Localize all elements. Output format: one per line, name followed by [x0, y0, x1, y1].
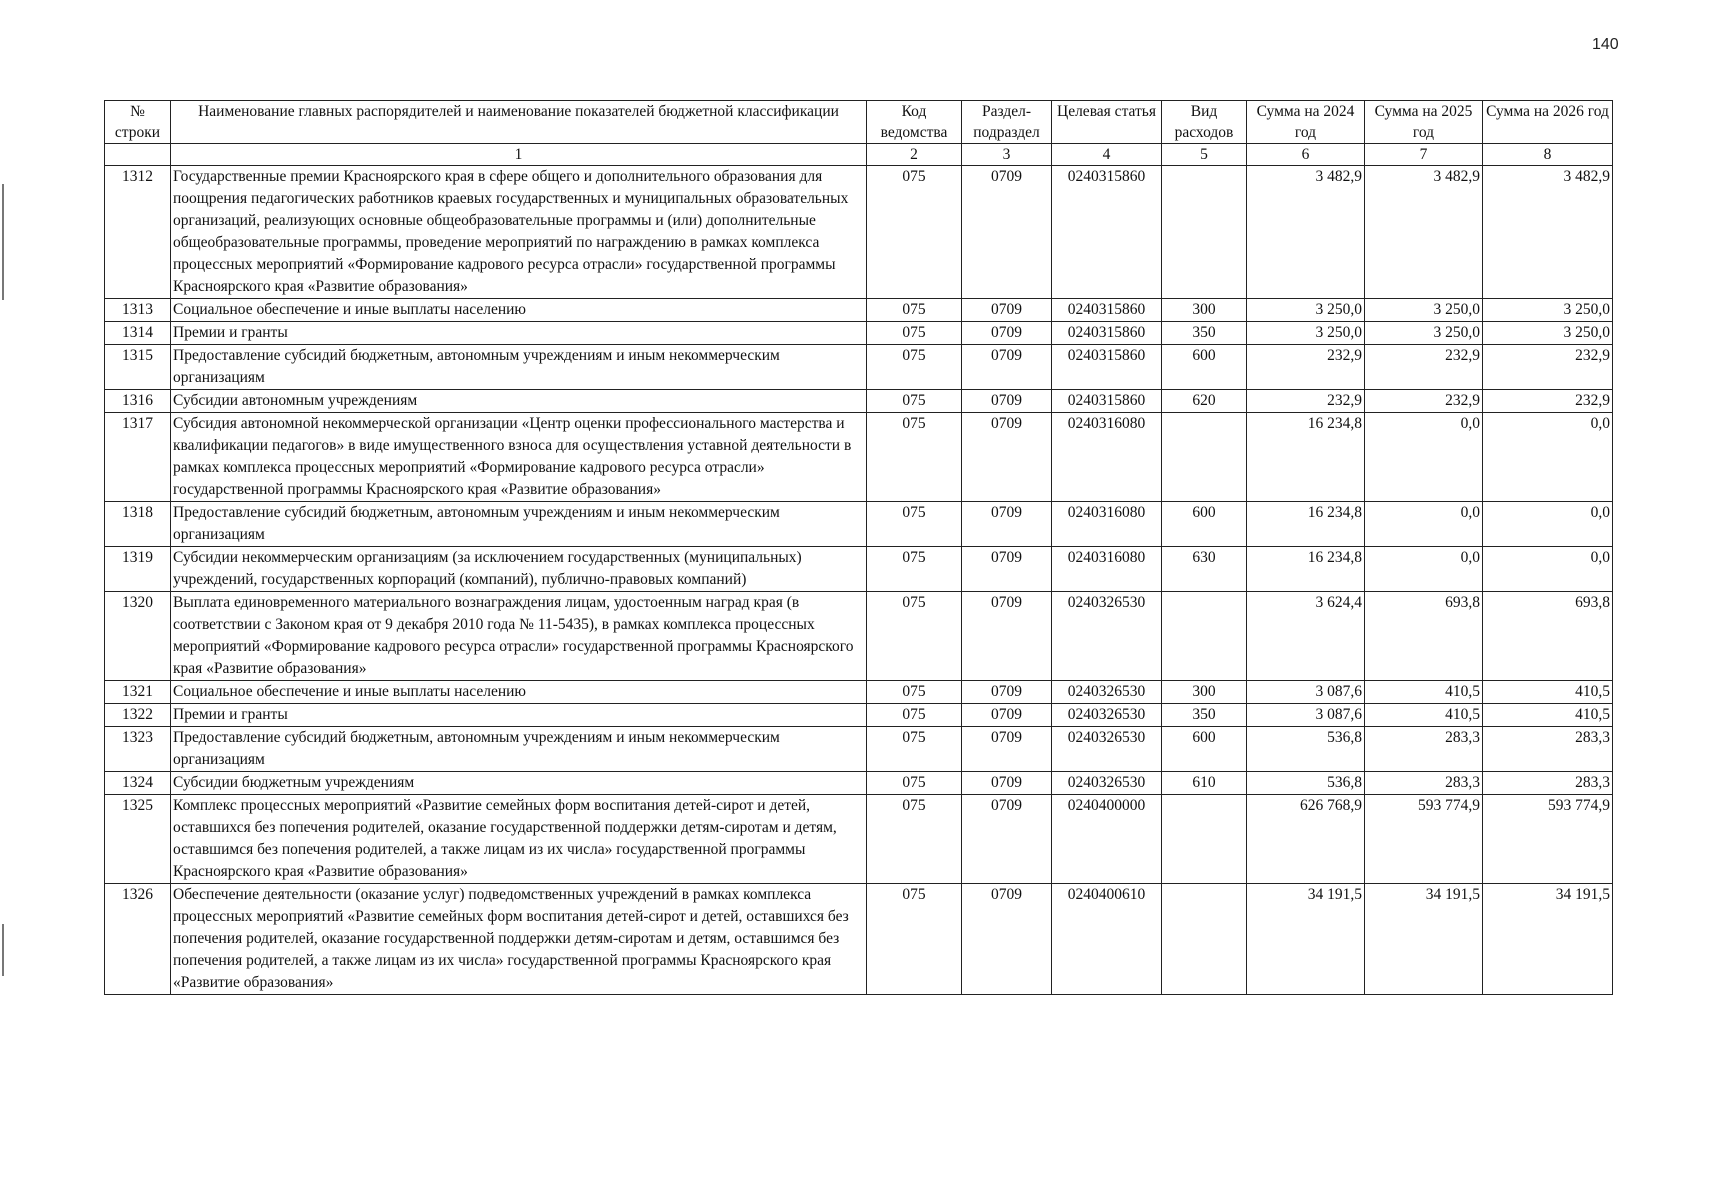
- dept-code: 075: [867, 795, 962, 884]
- sum-2024: 3 087,6: [1247, 704, 1365, 727]
- expense-type: 610: [1162, 772, 1247, 795]
- dept-code: 075: [867, 345, 962, 390]
- section-code: 0709: [962, 681, 1052, 704]
- row-number: 1326: [105, 884, 171, 995]
- section-code: 0709: [962, 390, 1052, 413]
- expense-type: 600: [1162, 345, 1247, 390]
- target-code: 0240315860: [1052, 166, 1162, 299]
- sum-2024: 626 768,9: [1247, 795, 1365, 884]
- table-row: [105, 166, 1613, 299]
- expense-type: 300: [1162, 681, 1247, 704]
- target-code: 0240326530: [1052, 772, 1162, 795]
- target-code: 0240315860: [1052, 345, 1162, 390]
- section-code: 0709: [962, 299, 1052, 322]
- table-row: [105, 592, 1613, 681]
- header-sum-2025: Сумма на 2025 год: [1365, 101, 1483, 144]
- column-number: 6: [1247, 144, 1365, 166]
- table-row: [105, 390, 1613, 413]
- target-code: 0240400610: [1052, 884, 1162, 995]
- dept-code: 075: [867, 772, 962, 795]
- sum-2026: 3 250,0: [1483, 299, 1613, 322]
- sum-2024: 3 482,9: [1247, 166, 1365, 299]
- sum-2025: 283,3: [1365, 727, 1483, 772]
- row-name: Предоставление субсидий бюджетным, автономным учреждениям и иным некоммерческим организациям: [171, 345, 867, 390]
- expense-type: [1162, 884, 1247, 995]
- table-row: [105, 547, 1613, 592]
- column-number: 2: [867, 144, 962, 166]
- dept-code: 075: [867, 413, 962, 502]
- sum-2025: 0,0: [1365, 547, 1483, 592]
- row-name: Субсидия автономной некоммерческой организации «Центр оценки профессионального мастерства и квалификации педагогов» в виде имущественного взноса для осуществления уставной деятельности в рамках комплекса процессных мероприятий «Формирование кадрового ресурса отрасли» государственной программы Красноярского края «Развитие образования»: [171, 413, 867, 502]
- section-code: 0709: [962, 704, 1052, 727]
- target-code: 0240315860: [1052, 390, 1162, 413]
- header-sum-2026: Сумма на 2026 год: [1483, 101, 1613, 144]
- target-code: 0240315860: [1052, 322, 1162, 345]
- target-code: 0240316080: [1052, 413, 1162, 502]
- column-number: 7: [1365, 144, 1483, 166]
- section-code: 0709: [962, 345, 1052, 390]
- row-name: Предоставление субсидий бюджетным, автономным учреждениям и иным некоммерческим организациям: [171, 727, 867, 772]
- header-expense-type: Вид расходов: [1162, 101, 1247, 144]
- sum-2024: 232,9: [1247, 345, 1365, 390]
- target-code: 0240326530: [1052, 681, 1162, 704]
- dept-code: 075: [867, 884, 962, 995]
- header-row: [105, 101, 1613, 144]
- sum-2026: 232,9: [1483, 390, 1613, 413]
- scan-edge-mark: [2, 184, 4, 300]
- dept-code: 075: [867, 166, 962, 299]
- sum-2026: 0,0: [1483, 547, 1613, 592]
- row-name: Обеспечение деятельности (оказание услуг) подведомственных учреждений в рамках комплекса процессных мероприятий «Развитие семейных форм воспитания детей-сирот и детей, оставшихся без попечения родителей, оказание государственной поддержки детям-сиротам и детям, оставшимся без попечения родителей, а также лицам из их числа» государственной программы Красноярского края «Развитие образования»: [171, 884, 867, 995]
- table-row: [105, 727, 1613, 772]
- row-name: Государственные премии Красноярского края в сфере общего и дополнительного образования для поощрения педагогических работников краевых государственных и муниципальных образовательных организаций, реализующих основные общеобразовательные программы и (или) дополнительные общеобразовательные программы, проведение мероприятий по награждению в рамках комплекса процессных мероприятий «Формирование кадрового ресурса отрасли» государственной программы Красноярского края «Развитие образования»: [171, 166, 867, 299]
- table-row: [105, 704, 1613, 727]
- sum-2024: 16 234,8: [1247, 502, 1365, 547]
- dept-code: 075: [867, 727, 962, 772]
- section-code: 0709: [962, 772, 1052, 795]
- sum-2026: 410,5: [1483, 681, 1613, 704]
- column-number: 5: [1162, 144, 1247, 166]
- table-body: [105, 166, 1613, 995]
- sum-2024: 16 234,8: [1247, 547, 1365, 592]
- row-number: 1312: [105, 166, 171, 299]
- sum-2026: 410,5: [1483, 704, 1613, 727]
- sum-2025: 0,0: [1365, 502, 1483, 547]
- row-name: Социальное обеспечение и иные выплаты населению: [171, 681, 867, 704]
- dept-code: 075: [867, 322, 962, 345]
- sum-2025: 34 191,5: [1365, 884, 1483, 995]
- sum-2026: 34 191,5: [1483, 884, 1613, 995]
- table-row: [105, 502, 1613, 547]
- row-number: 1325: [105, 795, 171, 884]
- sum-2026: 693,8: [1483, 592, 1613, 681]
- sum-2025: 410,5: [1365, 704, 1483, 727]
- row-number: 1315: [105, 345, 171, 390]
- row-name: Предоставление субсидий бюджетным, автономным учреждениям и иным некоммерческим организациям: [171, 502, 867, 547]
- sum-2026: 0,0: [1483, 502, 1613, 547]
- row-name: Социальное обеспечение и иные выплаты населению: [171, 299, 867, 322]
- sum-2024: 3 250,0: [1247, 322, 1365, 345]
- sum-2025: 3 250,0: [1365, 299, 1483, 322]
- row-number: 1313: [105, 299, 171, 322]
- target-code: 0240326530: [1052, 704, 1162, 727]
- dept-code: 075: [867, 592, 962, 681]
- sum-2026: 3 482,9: [1483, 166, 1613, 299]
- column-number: 3: [962, 144, 1052, 166]
- section-code: 0709: [962, 727, 1052, 772]
- row-number: 1319: [105, 547, 171, 592]
- row-name: Премии и гранты: [171, 322, 867, 345]
- sum-2026: 283,3: [1483, 727, 1613, 772]
- row-name: Премии и гранты: [171, 704, 867, 727]
- row-number: 1321: [105, 681, 171, 704]
- row-number: 1317: [105, 413, 171, 502]
- scan-edge-mark: [2, 924, 4, 976]
- sum-2024: 536,8: [1247, 727, 1365, 772]
- table-row: [105, 299, 1613, 322]
- expense-type: [1162, 795, 1247, 884]
- expense-type: [1162, 592, 1247, 681]
- dept-code: 075: [867, 390, 962, 413]
- sum-2025: 593 774,9: [1365, 795, 1483, 884]
- row-name: Выплата единовременного материального вознаграждения лицам, удостоенным наград края (в соответствии с Законом края от 9 декабря 2010 года № 11-5435), в рамках комплекса процессных мероприятий «Формирование кадрового ресурса отрасли» государственной программы Красноярского края «Развитие образования»: [171, 592, 867, 681]
- header-sum-2024: Сумма на 2024 год: [1247, 101, 1365, 144]
- row-number: 1323: [105, 727, 171, 772]
- sum-2024: 3 087,6: [1247, 681, 1365, 704]
- expense-type: 300: [1162, 299, 1247, 322]
- expense-type: 630: [1162, 547, 1247, 592]
- sum-2025: 232,9: [1365, 390, 1483, 413]
- section-code: 0709: [962, 322, 1052, 345]
- row-name: Комплекс процессных мероприятий «Развитие семейных форм воспитания детей-сирот и детей, оставшихся без попечения родителей, оказание государственной поддержки детям-сиротам и детям, оставшимся без попечения родителей, а также лицам из их числа» государственной программы Красноярского края «Развитие образования»: [171, 795, 867, 884]
- target-code: 0240315860: [1052, 299, 1162, 322]
- sum-2025: 3 482,9: [1365, 166, 1483, 299]
- expense-type: 600: [1162, 727, 1247, 772]
- sum-2026: 3 250,0: [1483, 322, 1613, 345]
- sum-2024: 536,8: [1247, 772, 1365, 795]
- column-number: 8: [1483, 144, 1613, 166]
- row-number: 1320: [105, 592, 171, 681]
- target-code: 0240400000: [1052, 795, 1162, 884]
- sum-2024: 232,9: [1247, 390, 1365, 413]
- column-number-empty: [105, 144, 171, 166]
- column-number: 4: [1052, 144, 1162, 166]
- row-name: Субсидии бюджетным учреждениям: [171, 772, 867, 795]
- table-row: [105, 772, 1613, 795]
- row-number: 1324: [105, 772, 171, 795]
- section-code: 0709: [962, 592, 1052, 681]
- dept-code: 075: [867, 704, 962, 727]
- header-target: Целевая статья: [1052, 101, 1162, 144]
- header-name: Наименование главных распорядителей и наименование показателей бюджетной классификации: [171, 101, 867, 144]
- dept-code: 075: [867, 299, 962, 322]
- target-code: 0240316080: [1052, 502, 1162, 547]
- page-number: 140: [1592, 36, 1619, 53]
- sum-2025: 232,9: [1365, 345, 1483, 390]
- sum-2025: 3 250,0: [1365, 322, 1483, 345]
- header-row-no: № строки: [105, 101, 171, 144]
- row-number: 1318: [105, 502, 171, 547]
- dept-code: 075: [867, 547, 962, 592]
- header-dept-code: Код ведомства: [867, 101, 962, 144]
- row-number: 1314: [105, 322, 171, 345]
- sum-2026: 283,3: [1483, 772, 1613, 795]
- sum-2024: 16 234,8: [1247, 413, 1365, 502]
- table-row: [105, 795, 1613, 884]
- section-code: 0709: [962, 166, 1052, 299]
- section-code: 0709: [962, 502, 1052, 547]
- table-row: [105, 884, 1613, 995]
- expense-type: 620: [1162, 390, 1247, 413]
- table-row: [105, 413, 1613, 502]
- row-name: Субсидии автономным учреждениям: [171, 390, 867, 413]
- sum-2025: 283,3: [1365, 772, 1483, 795]
- expense-type: 350: [1162, 704, 1247, 727]
- section-code: 0709: [962, 795, 1052, 884]
- column-number-row: [105, 144, 1613, 166]
- expense-type: 600: [1162, 502, 1247, 547]
- section-code: 0709: [962, 547, 1052, 592]
- sum-2026: 232,9: [1483, 345, 1613, 390]
- sum-2025: 693,8: [1365, 592, 1483, 681]
- target-code: 0240326530: [1052, 727, 1162, 772]
- sum-2024: 3 624,4: [1247, 592, 1365, 681]
- column-number: 1: [171, 144, 867, 166]
- expense-type: 350: [1162, 322, 1247, 345]
- table-row: [105, 681, 1613, 704]
- sum-2024: 3 250,0: [1247, 299, 1365, 322]
- dept-code: 075: [867, 681, 962, 704]
- sum-2026: 593 774,9: [1483, 795, 1613, 884]
- target-code: 0240316080: [1052, 547, 1162, 592]
- row-number: 1322: [105, 704, 171, 727]
- section-code: 0709: [962, 884, 1052, 995]
- sum-2025: 0,0: [1365, 413, 1483, 502]
- header-section: Раздел-подраздел: [962, 101, 1052, 144]
- row-name: Субсидии некоммерческим организациям (за исключением государственных (муниципальных) учреждений, государственных корпораций (компаний), публично-правовых компаний): [171, 547, 867, 592]
- expense-type: [1162, 413, 1247, 502]
- expense-type: [1162, 166, 1247, 299]
- target-code: 0240326530: [1052, 592, 1162, 681]
- section-code: 0709: [962, 413, 1052, 502]
- dept-code: 075: [867, 502, 962, 547]
- sum-2026: 0,0: [1483, 413, 1613, 502]
- table-row: [105, 322, 1613, 345]
- row-number: 1316: [105, 390, 171, 413]
- budget-table: [104, 100, 1613, 995]
- table-row: [105, 345, 1613, 390]
- sum-2024: 34 191,5: [1247, 884, 1365, 995]
- sum-2025: 410,5: [1365, 681, 1483, 704]
